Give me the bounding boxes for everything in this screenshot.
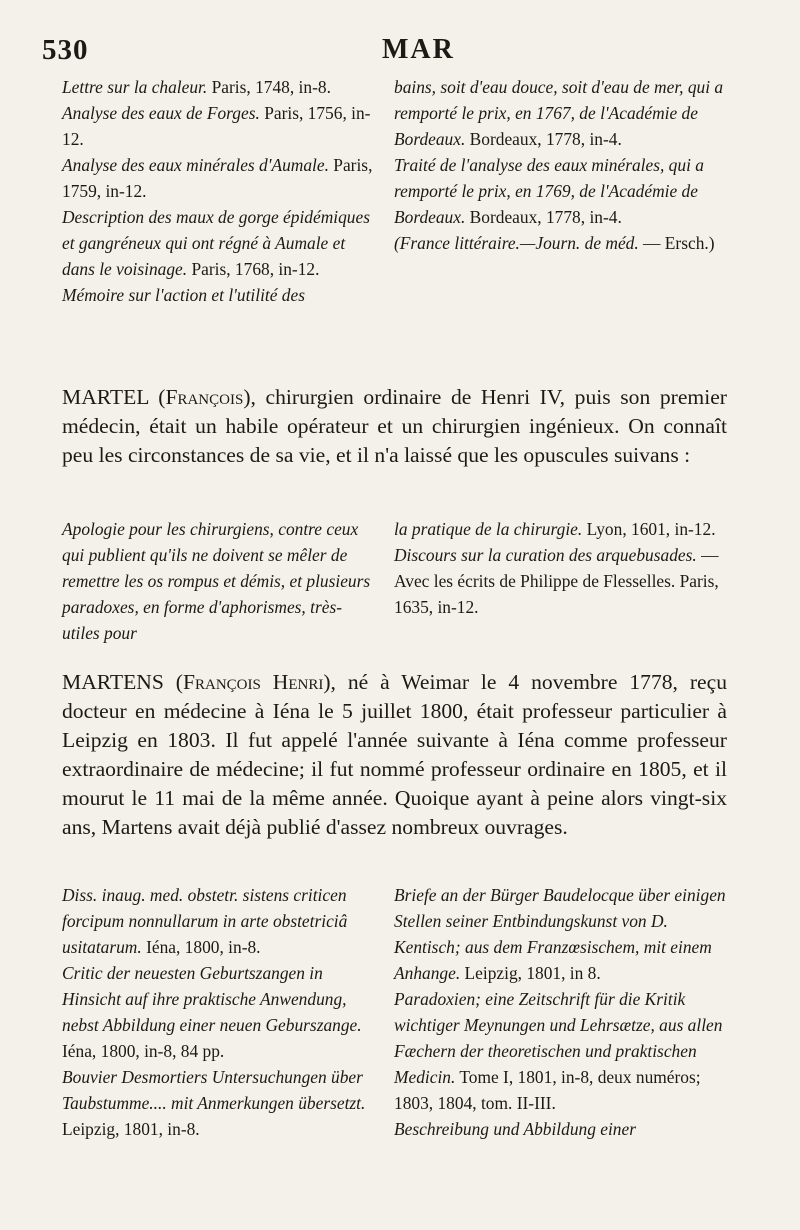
page-header <box>42 34 752 70</box>
bibliography-entry: Bouvier Desmortiers Untersuchungen über Taubstumme.... mit Anmerkungen übersetzt. Leipzig, 1801, in-8. <box>62 1067 366 1139</box>
bibliography-block-3 <box>62 882 732 1222</box>
bibliography-entry: Critic der neuesten Geburtszangen in Hinsicht auf ihre praktische Anwendung, nebst Abbildung einer neuen Geburszange. Iéna, 1800, in-8, 84 pp. <box>62 963 362 1061</box>
entry-name: MARTENS <box>62 670 164 694</box>
bibliography-column-right <box>394 74 732 256</box>
entry-name: MARTEL <box>62 385 149 409</box>
bibliography-entry: Analyse des eaux de Forges. Paris, 1756, in-12. <box>62 103 371 149</box>
bibliography-block-2 <box>62 516 732 652</box>
bibliography-entry: (France littéraire.—Journ. de méd. — Ersch.) <box>394 233 715 253</box>
entry-given-name: François Henri <box>182 670 324 694</box>
biography-martel: MARTEL (François), chirurgien ordinaire de Henri IV, puis son premier médecin, était un habile opérateur et un chirurgien ingénieux. On connaît peu les circonstances de sa vie, et il n'a laissé que les opuscules suivans : <box>62 385 727 467</box>
bibliography-entry: Paradoxien; eine Zeitschrift für die Kritik wichtiger Meynungen und Lehrsætze, aus allen Fæchern der theoretischen und praktischen Medicin. Tome I, 1801, in-8, deux numéros; 1803, 1804, tom. II-III. <box>394 989 723 1113</box>
bibliography-column-left <box>62 882 377 1142</box>
bibliography-column-right <box>394 882 732 1142</box>
bibliography-entry: Lettre sur la chaleur. Paris, 1748, in-8. <box>62 77 331 97</box>
bibliography-entry: Discours sur la curation des arquebusades. —Avec les écrits de Philippe de Flesselles. Paris, 1635, in-12. <box>394 545 719 617</box>
bibliography-column-left <box>62 516 377 646</box>
bibliography-entry: Traité de l'analyse des eaux minérales, qui a remporté le prix, en 1769, de l'Académie de Bordeaux. Bordeaux, 1778, in-4. <box>394 155 704 227</box>
bibliography-entry: Mémoire sur l'action et l'utilité des <box>62 285 305 305</box>
running-head: MAR <box>382 34 455 65</box>
biography-martens: MARTENS (François Henri), né à Weimar le 4 novembre 1778, reçu docteur en médecine à Iéna le 5 juillet 1800, était professeur particulier à Leipzig en 1803. Il fut appelé l'année suivante à Iéna comme professeur extraordinaire de médecine; il fut nommé professeur ordinaire en 1805, et il mourut le 11 mai de la même année. Quoique ayant à peine alors vingt-six ans, Martens avait déjà publié d'assez nombreux ouvrages. <box>62 670 728 839</box>
entry-given-name: François <box>165 385 244 409</box>
bibliography-entry: la pratique de la chirurgie. Lyon, 1601, in-12. <box>394 519 716 539</box>
bibliography-entry: Beschreibung und Abbildung einer <box>394 1119 636 1139</box>
page-number: 530 <box>42 34 89 66</box>
bibliography-entry: Description des maux de gorge épidémiques et gangréneux qui ont régné à Aumale et dans le voisinage. Paris, 1768, in-12. <box>62 207 370 279</box>
entry-body: , chirurgien ordinaire de Henri IV, puis son premier médecin, était un habile opérateur et un chirurgien ingénieux. On connaît peu les circonstances de sa vie, et il n'a laissé que les opuscules suivans : <box>62 385 727 467</box>
bibliography-entry: Analyse des eaux minérales d'Aumale. Paris, 1759, in-12. <box>62 155 373 201</box>
bibliography-entry: Apologie pour les chirurgiens, contre ceux qui publient qu'ils ne doivent se mêler de remettre les os rompus et démis, et plusieurs paradoxes, en forme d'aphorismes, très-utiles pour <box>62 519 371 643</box>
bibliography-entry: bains, soit d'eau douce, soit d'eau de mer, qui a remporté le prix, en 1767, de l'Académie de Bordeaux. Bordeaux, 1778, in-4. <box>394 77 724 149</box>
bibliography-column-right <box>394 516 732 620</box>
bibliography-entry: Briefe an der Bürger Baudelocque über einigen Stellen seiner Entbindungskunst von D. Kentisch; aus dem Franzœsischem, mit einem Anhange. Leipzig, 1801, in 8. <box>394 885 726 983</box>
entry-body: , né à Weimar le 4 novembre 1778, reçu docteur en médecine à Iéna le 5 juillet 1800, était professeur particulier à Leipzig en 1803. Il fut appelé l'année suivante à Iéna comme professeur extraordinaire de médecine; il fut nommé professeur ordinaire en 1805, et il mourut le 11 mai de la même année. Quoique ayant à peine alors vingt-six ans, Martens avait déjà publié d'assez nombreux ouvrages. <box>62 670 728 839</box>
bibliography-column-left <box>62 74 377 308</box>
bibliography-block-1 <box>62 74 732 354</box>
bibliography-entry: Diss. inaug. med. obstetr. sistens criticen forcipum nonnullarum in arte obstetriciâ usitatarum. Iéna, 1800, in-8. <box>62 885 348 957</box>
